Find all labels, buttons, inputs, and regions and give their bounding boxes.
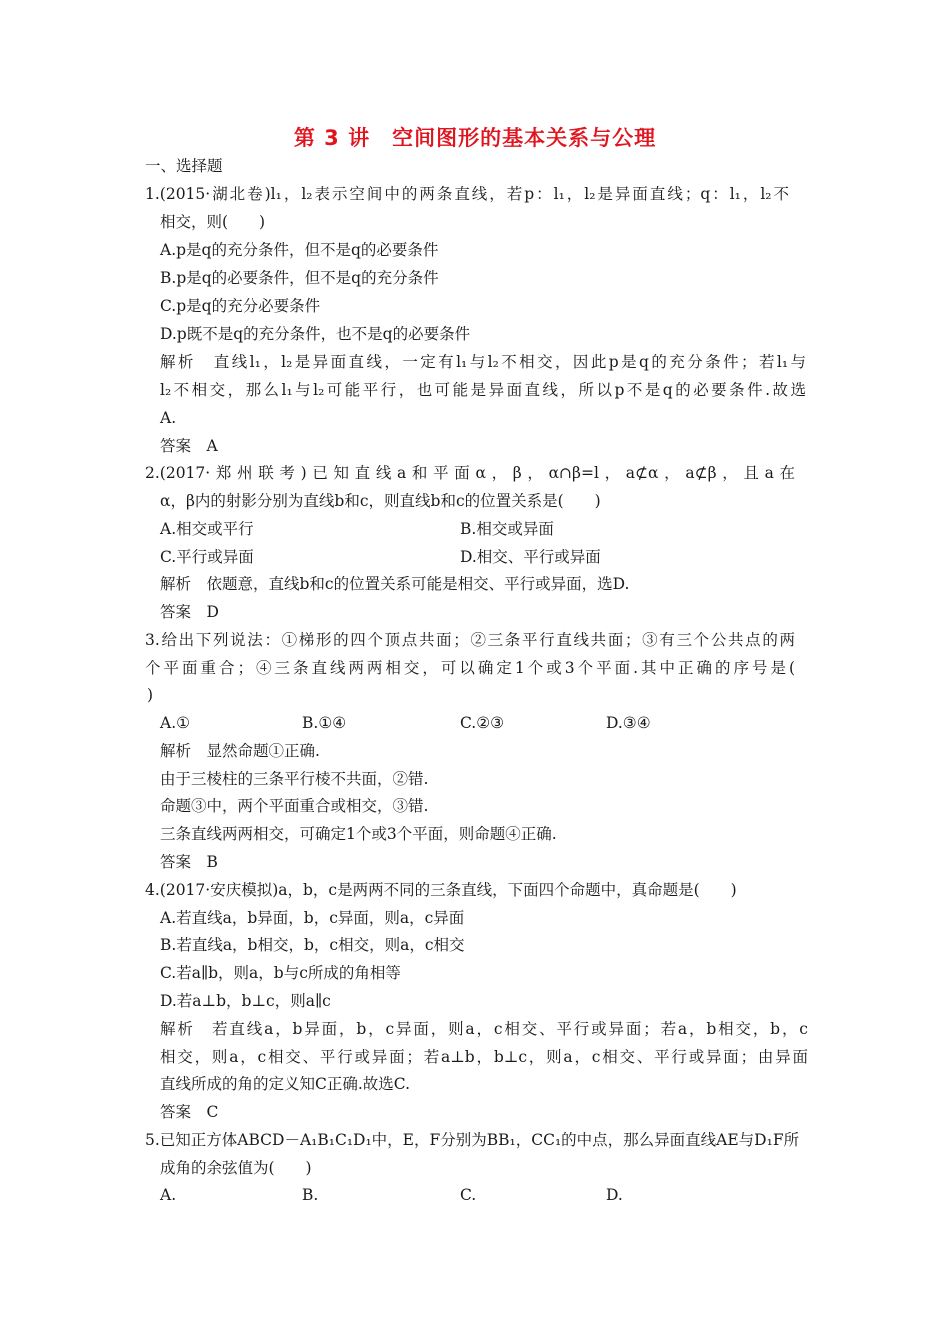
q5-option-c: C. xyxy=(460,1186,477,1204)
q3-analysis-3: 命题③中，两个平面重合或相交，③错. xyxy=(160,797,429,815)
q4-analysis-cont: 相交，则a，c相交、平行或异面；若a⊥b，b⊥c，则a，c相交、平行或异面；由异面 xyxy=(160,1048,808,1066)
q5-option-b: B. xyxy=(302,1186,319,1204)
q2-answer: 答案 D xyxy=(160,603,219,621)
q1-option-a: A.p是q的充分条件，但不是q的必要条件 xyxy=(160,241,439,259)
q2-option-d: D.相交、平行或异面 xyxy=(460,548,601,566)
q1-option-c: C.p是q的充分必要条件 xyxy=(160,297,321,315)
q5-stem: 5.已知正方体ABCD－A₁B₁C₁D₁中，E，F分别为BB₁，CC₁的中点，那么异面直线AE与D₁F所 xyxy=(145,1131,800,1149)
q4-analysis-end: 直线所成的角的定义知C正确.故选C. xyxy=(160,1075,411,1093)
q4-stem: 4.(2017·安庆模拟)a，b，c是两两不同的三条直线，下面四个命题中，真命题是( ) xyxy=(145,881,737,899)
q1-stem-cont: 相交，则( ) xyxy=(160,213,266,231)
q2-option-c: C.平行或异面 xyxy=(160,548,254,566)
q4-option-a: A.若直线a，b异面，b，c异面，则a，c异面 xyxy=(160,909,465,927)
q3-analysis: 解析 显然命题①正确. xyxy=(160,742,320,760)
q5-stem-cont: 成角的余弦值为( ) xyxy=(160,1159,312,1177)
q3-option-a: A.① xyxy=(160,714,191,732)
q3-stem-end: ) xyxy=(147,686,154,704)
q4-answer: 答案 C xyxy=(160,1103,219,1121)
q1-analysis-end: A. xyxy=(160,409,177,427)
q3-option-c: C.②③ xyxy=(460,714,505,732)
q1-answer: 答案 A xyxy=(160,437,218,455)
q3-answer: 答案 B xyxy=(160,853,218,871)
q1-option-b: B.p是q的必要条件，但不是q的充分条件 xyxy=(160,269,439,287)
q3-option-d: D.③④ xyxy=(606,714,651,732)
q4-option-b: B.若直线a，b相交，b，c相交，则a，c相交 xyxy=(160,936,465,954)
q2-option-a: A.相交或平行 xyxy=(160,520,254,538)
q5-option-d: D. xyxy=(606,1186,623,1204)
q3-stem-cont: 个平面重合；④三条直线两两相交，可以确定1个或3个平面.其中正确的序号是( xyxy=(145,659,795,677)
q3-option-b: B.①④ xyxy=(302,714,347,732)
q3-analysis-2: 由于三棱柱的三条平行棱不共面，②错. xyxy=(160,770,429,788)
q1-option-d: D.p既不是q的充分条件，也不是q的必要条件 xyxy=(160,325,471,343)
q1-stem: 1.(2015·湖北卷)l₁，l₂表示空间中的两条直线，若p：l₁，l₂是异面直线；q：l₁，l₂不 xyxy=(145,185,789,203)
q2-stem: 2.(2017·郑州联考)已知直线a和平面α，β，α∩β=l，a⊄α，a⊄β，且a在 xyxy=(145,464,795,482)
q1-analysis-cont: l₂不相交，那么l₁与l₂可能平行，也可能是异面直线，所以p不是q的必要条件.故选 xyxy=(160,381,806,399)
q4-option-d: D.若a⊥b，b⊥c，则a∥c xyxy=(160,992,331,1010)
q3-stem: 3.给出下列说法：①梯形的四个顶点共面；②三条平行直线共面；③有三个公共点的两 xyxy=(145,631,795,649)
q5-option-a: A. xyxy=(160,1186,177,1204)
section-heading: 一、选择题 xyxy=(145,157,223,175)
q3-analysis-4: 三条直线两两相交，可确定1个或3个平面，则命题④正确. xyxy=(160,825,557,843)
q1-analysis: 解析 直线l₁，l₂是异面直线，一定有l₁与l₂不相交，因此p是q的充分条件；若l₁与 xyxy=(160,353,806,371)
q2-stem-cont: α，β内的射影分别为直线b和c，则直线b和c的位置关系是( ) xyxy=(160,492,601,510)
q4-option-c: C.若a∥b，则a，b与c所成的角相等 xyxy=(160,964,401,982)
page-title: 第 3 讲 空间图形的基本关系与公理 xyxy=(293,126,657,150)
q2-analysis: 解析 依题意，直线b和c的位置关系可能是相交、平行或异面，选D. xyxy=(160,575,630,593)
q2-option-b: B.相交或异面 xyxy=(460,520,554,538)
q4-analysis: 解析 若直线a，b异面，b，c异面，则a，c相交、平行或异面；若a，b相交，b，c xyxy=(160,1020,808,1038)
